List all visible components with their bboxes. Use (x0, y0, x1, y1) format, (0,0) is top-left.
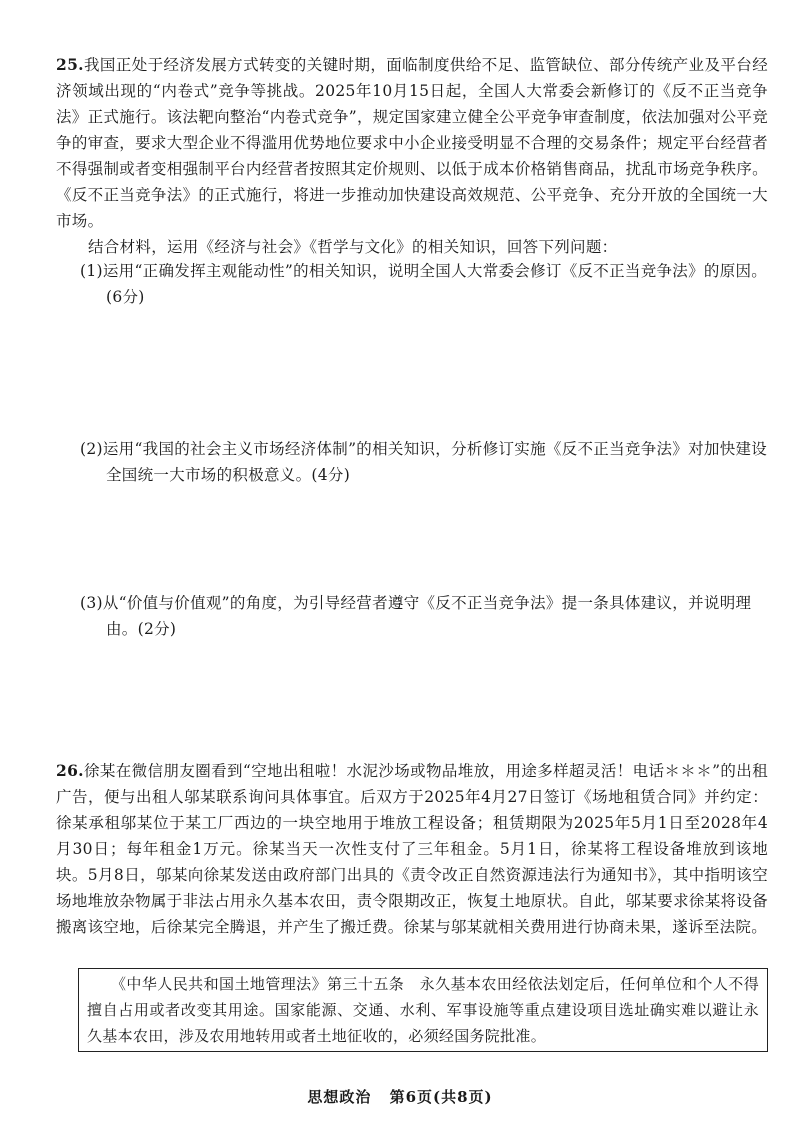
law-excerpt-box (78, 968, 768, 1052)
question-26 (56, 758, 768, 940)
question-25-sub-3 (80, 590, 768, 642)
question-25-sub-1-text: (1)运用“正确发挥主观能动性”的相关知识，说明全国人大常委会修订《反不正当竞争法》的原因。(6分) (80, 262, 768, 306)
question-25-sub-2 (80, 436, 768, 488)
question-25-sub-3-text: (3)从“价值与价值观”的角度，为引导经营者遵守《反不正当竞争法》提一条具体建议，并说明理由。(2分) (80, 594, 752, 638)
question-25-instruction: 结合材料，运用《经济与社会》《哲学与文化》的相关知识，回答下列问题： (88, 238, 618, 256)
question-25-sub-1 (80, 258, 768, 310)
question-25-number: 25. (56, 55, 84, 74)
question-25 (56, 52, 768, 260)
footer-subject: 思想政治 (307, 1088, 372, 1106)
footer-page-number: 第6页(共8页) (389, 1088, 493, 1106)
question-26-material: 徐某在微信朋友圈看到“空地出租啦！水泥沙场或物品堆放，用途多样超灵活！电话＊＊＊”的出租广告，便与出租人邬某联系询问具体事宜。后双方于2025年4月27日签订《场地租赁合同》并约定：徐某承租邬某位于某工厂西边的一块空地用于堆放工程设备；租赁期限为2025年5月1日至2028年4月30日；每年租金1万元。徐某当天一次性支付了三年租金。5月1日，徐某将工程设备堆放到该地块。5月8日，邬某向徐某发送由政府部门出具的《责令改正自然资源违法行为通知书》，其中指明该空场地堆放杂物属于非法占用永久基本农田，责令限期改正，恢复土地原状。自此，邬某要求徐某将设备搬离该空地，后徐某完全腾退，并产生了搬迁费。徐某与邬某就相关费用进行协商未果，遂诉至法院。 (56, 762, 768, 936)
question-26-number: 26. (56, 761, 84, 780)
law-excerpt-text: 《中华人民共和国土地管理法》第三十五条 永久基本农田经依法划定后，任何单位和个人不得擅自占用或者改变其用途。国家能源、交通、水利、军事设施等重点建设项目选址确实难以避让永久基本农田，涉及农用地转用或者土地征收的，必须经国务院批准。 (87, 975, 759, 1045)
page-footer (0, 1086, 800, 1107)
question-25-sub-2-text: (2)运用“我国的社会主义市场经济体制”的相关知识，分析修订实施《反不正当竞争法》对加快建设全国统一大市场的积极意义。(4分) (80, 440, 768, 484)
question-25-material: 我国正处于经济发展方式转变的关键时期，面临制度供给不足、监管缺位、部分传统产业及平台经济领域出现的“内卷式”竞争等挑战。2025年10月15日起，全国人大常委会新修订的《反不正当竞争法》正式施行。该法靶向整治“内卷式竞争”，规定国家建立健全公平竞争审查制度，依法加强对公平竞争的审查，要求大型企业不得滥用优势地位要求中小企业接受明显不合理的交易条件；规定平台经营者不得强制或者变相强制平台内经营者按照其定价规则、以低于成本价格销售商品，扰乱市场竞争秩序。《反不正当竞争法》的正式施行，将进一步推动加快建设高效规范、公平竞争、充分开放的全国统一大市场。 (56, 56, 768, 230)
